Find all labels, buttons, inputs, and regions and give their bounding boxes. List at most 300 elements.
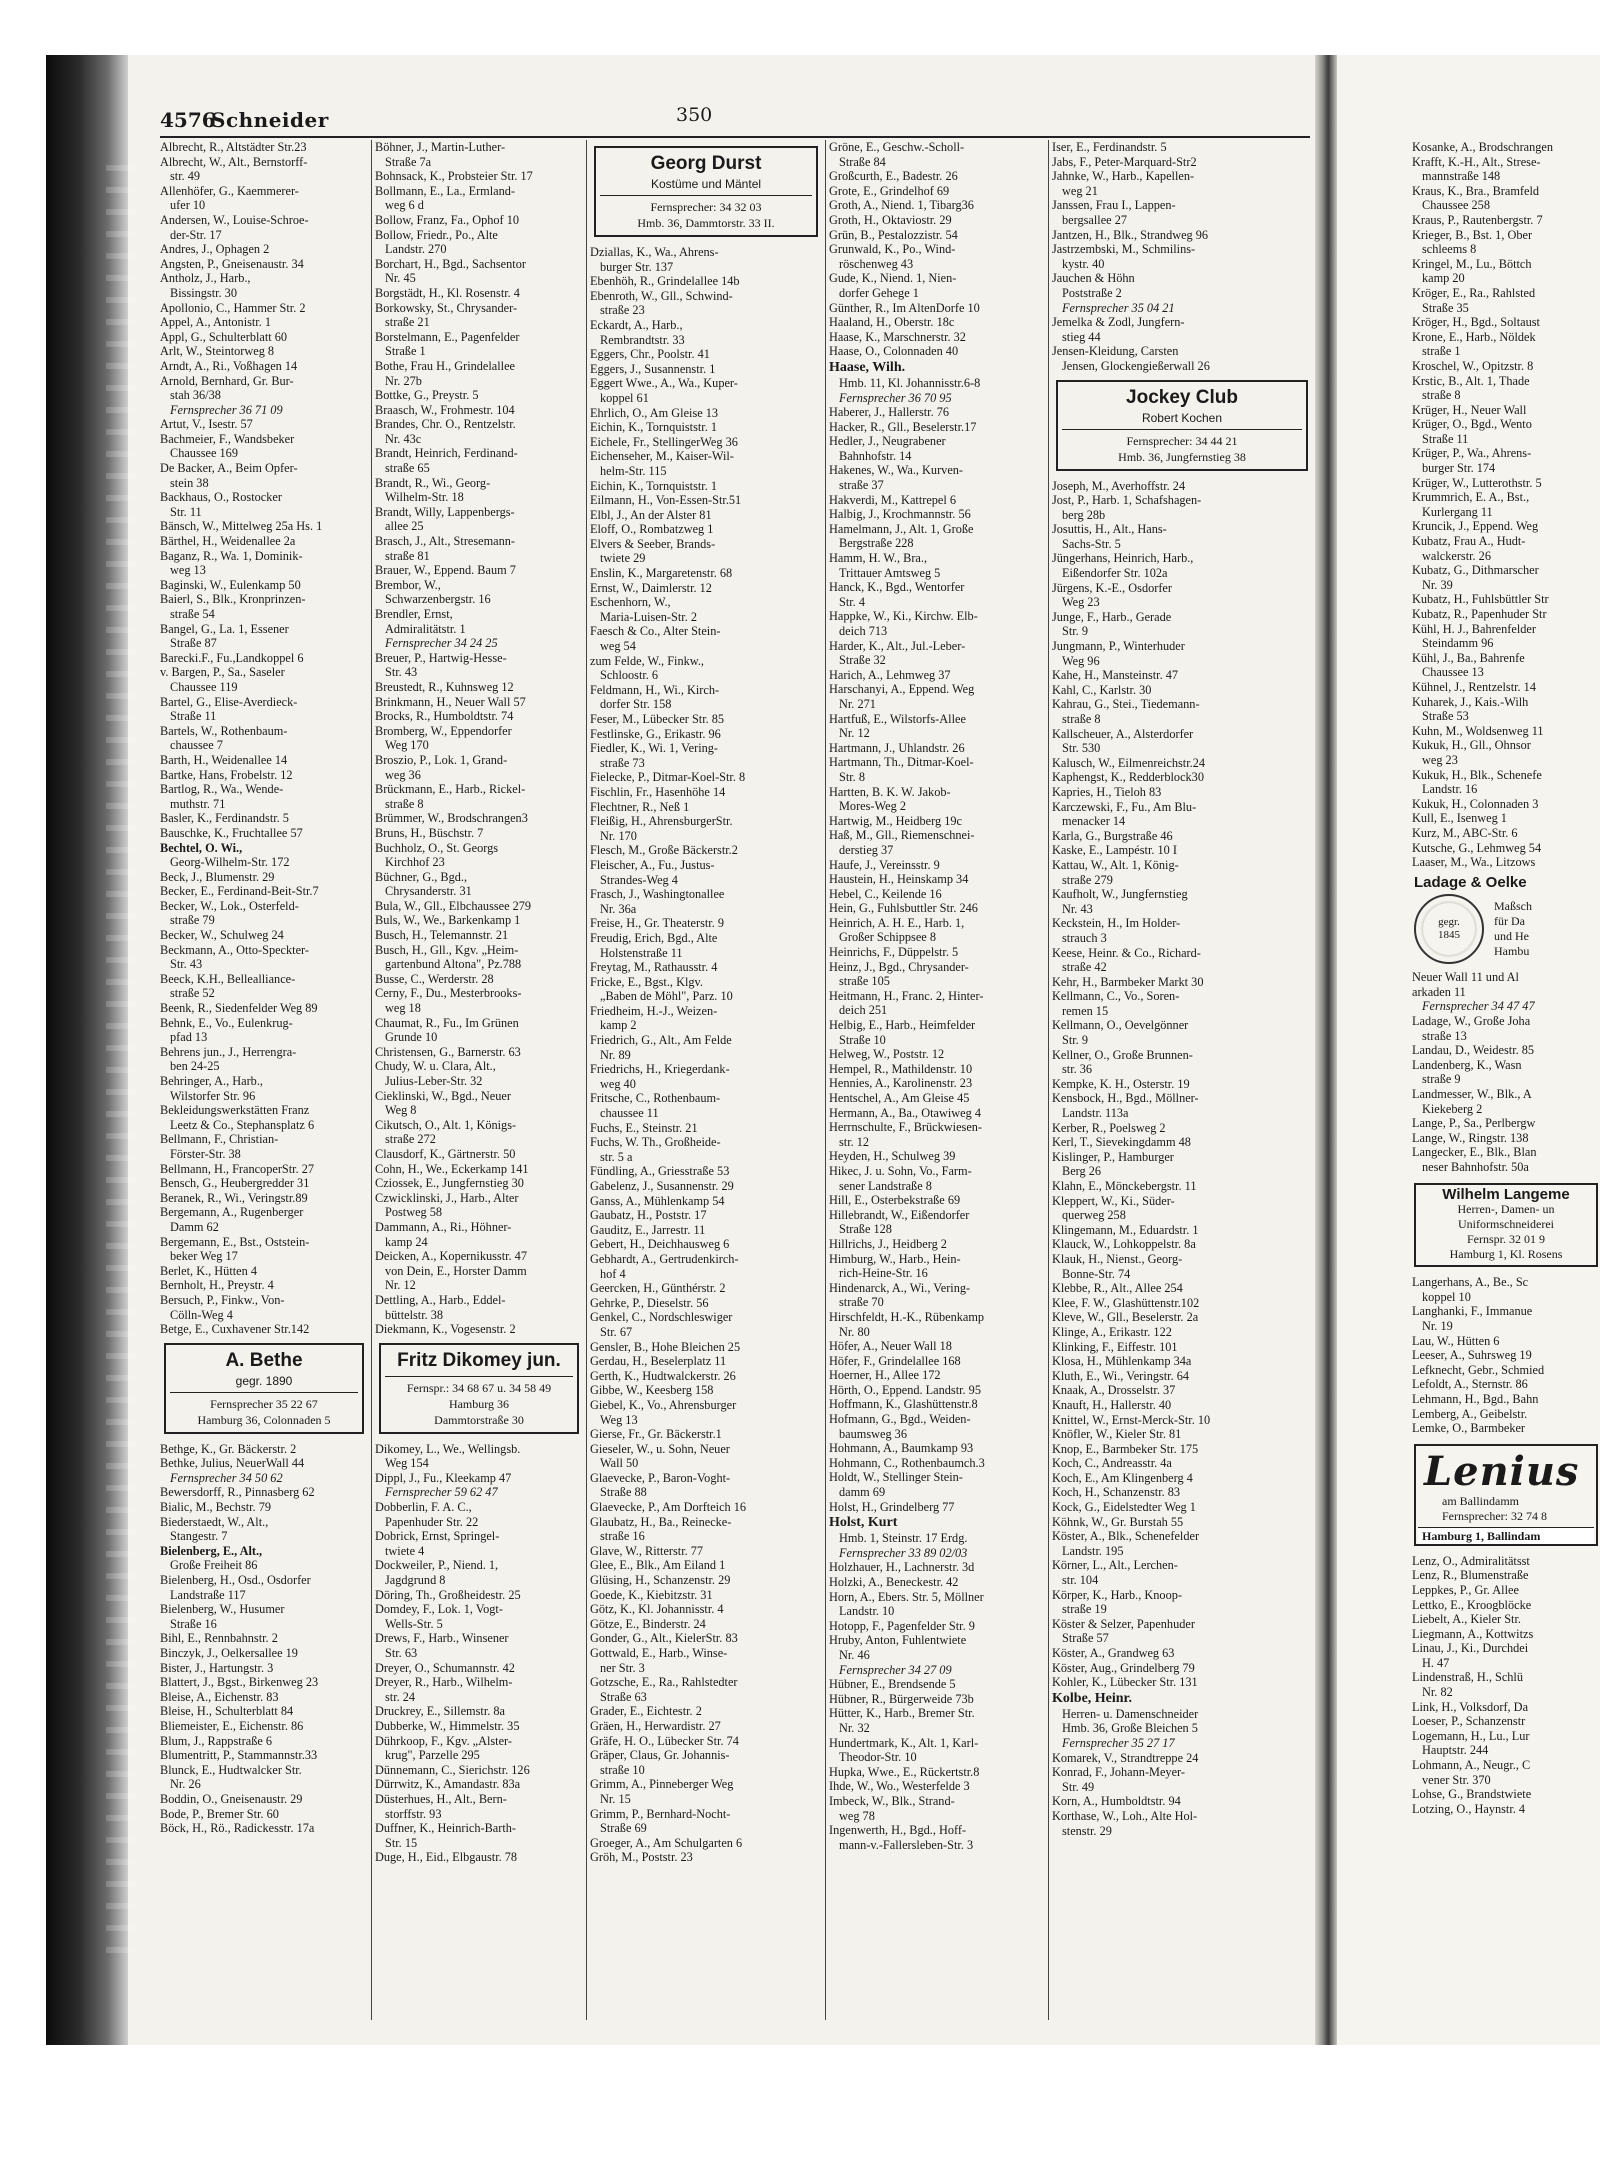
directory-entry: Wilstorfer Str. 96 [170, 1088, 256, 1103]
directory-entry: Landstraße 117 [170, 1587, 246, 1602]
directory-entry: Liegmann, A., Kottwitzs [1412, 1626, 1534, 1641]
directory-entry: Gaubatz, H., Poststr. 17 [590, 1208, 707, 1223]
directory-entry: Kringel, M., Lu., Böttch [1412, 256, 1532, 271]
ad-side-text [1494, 899, 1532, 959]
directory-entry: Blattert, J., Bgst., Birkenweg 23 [160, 1675, 319, 1690]
directory-entry: damm 69 [839, 1485, 886, 1500]
directory-entry: Str. 43 [385, 665, 418, 680]
directory-entry: Knaak, A., Drosselstr. 37 [1052, 1383, 1176, 1398]
directory-entry: Hebel, C., Keilende 16 [829, 886, 942, 901]
directory-entry: Bottke, G., Preystr. 5 [375, 388, 479, 403]
directory-entry: schleems 8 [1422, 242, 1477, 257]
directory-entry: Loeser, P., Schanzenstr [1412, 1714, 1526, 1729]
directory-entry: Fernsprecher 59 62 47 [385, 1485, 498, 1500]
seal-emblem [1414, 894, 1484, 964]
directory-entry: Kurlergang 11 [1422, 504, 1493, 519]
directory-entry: Stangestr. 7 [170, 1529, 228, 1544]
directory-entry: menacker 14 [1062, 814, 1126, 829]
directory-entry: Helbig, E., Harb., Heimfelder [829, 1018, 976, 1033]
directory-entry: Krieger, B., Bst. 1, Ober [1412, 227, 1533, 242]
directory-entry: Gröne, E., Geschw.-Scholl- [829, 140, 965, 154]
directory-entry: Krüger, H., Neuer Wall [1412, 402, 1527, 417]
directory-entry: Bister, J., Hartungstr. 3 [160, 1660, 274, 1675]
directory-entry: str. 5 a [600, 1149, 633, 1164]
directory-entry: Kröger, H., Bgd., Soltaust [1412, 315, 1540, 330]
directory-entry: Beranek, R., Wi., Veringstr.89 [160, 1190, 308, 1205]
ad-body [1414, 894, 1598, 964]
directory-entry: Baginski, W., Eulenkamp 50 [160, 577, 301, 592]
directory-entry: Janssen, Frau I., Lappen- [1052, 198, 1176, 213]
lenius-logo: Lenius [1424, 1447, 1580, 1495]
directory-entry: Blunck, E., Hudtwalcker Str. [160, 1762, 302, 1777]
directory-entry: straße 21 [385, 315, 430, 330]
directory-entry: Admiralitätstr. 1 [385, 621, 466, 636]
directory-entry: Deicken, A., Kopernikusstr. 47 [375, 1249, 527, 1264]
directory-entry: Beeck, K.H., Bellealliance- [160, 971, 296, 986]
directory-entry: straße 1 [1422, 344, 1461, 359]
directory-entry: Link, H., Volksdorf, Da [1412, 1699, 1529, 1714]
directory-entry: straße 65 [385, 461, 430, 476]
directory-entry: Gude, K., Niend. 1, Nien- [829, 271, 957, 286]
directory-entry: Hauptstr. 244 [1422, 1743, 1489, 1758]
directory-entry: von Dein, E., Horster Damm [385, 1263, 527, 1278]
directory-entry: Köster, Aug., Grindelberg 79 [1052, 1660, 1195, 1675]
directory-entry: Cerny, F., Du., Mesterbrooks- [375, 986, 522, 1001]
directory-entry: Borkowsky, St., Chrysander- [375, 300, 518, 315]
directory-entry: walckerstr. 26 [1422, 548, 1491, 563]
directory-entry: Beck, J., Blumenstr. 29 [160, 869, 275, 884]
directory-entry: Grün, B., Pestalozzistr. 54 [829, 227, 958, 242]
directory-entry: Kensbock, H., Bgd., Möllner- [1052, 1091, 1199, 1106]
directory-entry: Straße 11 [170, 709, 217, 724]
directory-entry: Bula, W., Gll., Elbchaussee 279 [375, 898, 532, 913]
page-number: 350 [676, 104, 713, 126]
directory-entry: Eggers, Chr., Poolstr. 41 [590, 347, 710, 362]
directory-entry: Fernsprecher 34 24 25 [385, 636, 498, 651]
directory-entry: Bellmann, F., Christian- [160, 1132, 279, 1147]
directory-entry: Bekleidungswerkstätten Franz [160, 1103, 310, 1118]
ad-address: Hamburg 1, Ballindam [1418, 1527, 1594, 1544]
directory-entry: Busse, C., Werderstr. 28 [375, 971, 494, 986]
directory-entry: Laaser, M., Wa., Litzows [1412, 855, 1536, 870]
directory-entry: Köster, A., Blk., Schenefelder [1052, 1529, 1200, 1544]
directory-entry: Gräfe, H. O., Lübecker Str. 74 [590, 1733, 739, 1748]
directory-entry: Gerdau, H., Beselerplatz 11 [590, 1354, 727, 1369]
ad-divider [385, 1376, 573, 1377]
directory-entry: Gierse, Fr., Gr. Bäckerstr.1 [590, 1427, 722, 1442]
directory-entry: Albrecht, W., Alt., Bernstorff- [160, 154, 308, 169]
directory-entry: Fleißig, H., AhrensburgerStr. [590, 814, 733, 829]
directory-entry: Nr. 36a [600, 901, 637, 916]
directory-entry: Heinz, J., Bgd., Chrysander- [829, 959, 969, 974]
directory-entry: Kröger, E., Ra., Rahlsted [1412, 285, 1536, 300]
directory-entry: Fritsche, C., Rothenbaum- [590, 1091, 721, 1106]
ad-line: Uniformschneiderei [1458, 1217, 1554, 1232]
directory-entry: Bethge, K., Gr. Bäckerstr. 2 [160, 1441, 297, 1456]
directory-entry: Kiekeberg 2 [1422, 1101, 1483, 1116]
directory-entry: Dammann, A., Ri., Höhner- [375, 1219, 512, 1234]
directory-entry: Straße 11 [1422, 431, 1469, 446]
directory-entry: Grunde 10 [385, 1030, 438, 1045]
directory-entry: Hübner, R., Bürgerweide 73b [829, 1691, 974, 1706]
ad-title: A. Bethe [225, 1349, 303, 1371]
directory-entry: Kempke, K. H., Osterstr. 19 [1052, 1076, 1190, 1091]
ad-title: Jockey Club [1126, 386, 1238, 408]
directory-entry: Gabelenz, J., Susannenstr. 29 [590, 1179, 734, 1193]
directory-entry: straße 105 [839, 974, 890, 989]
directory-entry: straße 8 [1422, 388, 1461, 403]
directory-entry: Weg 13 [600, 1412, 638, 1427]
directory-entry: Eschenhorn, W., [590, 595, 671, 610]
directory-entry: Hein, G., Fuhlsbuttler Str. 246 [829, 901, 978, 916]
directory-entry: Nr. 12 [385, 1278, 416, 1293]
directory-entry: Haß, M., Gll., Riemenschnei- [829, 828, 975, 843]
directory-entry: Kukuk, H., Blk., Schenefe [1412, 767, 1542, 782]
directory-entry: Brandt, R., Wi., Georg- [375, 475, 491, 490]
directory-entry: burger Str. 174 [1422, 461, 1496, 476]
directory-entry: kamp 2 [600, 1018, 637, 1033]
directory-entry: Christensen, G., Barnerstr. 63 [375, 1044, 521, 1059]
directory-entry: Giebel, K., Vo., Ahrensburger [590, 1397, 737, 1412]
directory-entry: Jost, P., Harb. 1, Schafshagen- [1052, 493, 1202, 508]
directory-entry: Krafft, K.-H., Alt., Strese- [1412, 154, 1541, 169]
directory-entry: deich 713 [839, 624, 888, 638]
directory-entry: straße 52 [170, 986, 215, 1001]
directory-entry: Kahe, H., Mansteinstr. 47 [1052, 668, 1179, 683]
column-divider [371, 140, 372, 2020]
directory-entry: Bihl, E., Rennbahnstr. 2 [160, 1631, 278, 1646]
directory-entry: Nr. 43c [385, 431, 422, 446]
directory-entry: Brauer, W., Eppend. Baum 7 [375, 563, 516, 578]
directory-entry: Köster & Selzer, Papenhuder [1052, 1616, 1195, 1631]
directory-entry: Fernsprecher 33 89 02/03 [839, 1545, 968, 1560]
directory-entry: Mores-Weg 2 [839, 799, 906, 814]
directory-entry: Goede, K., Kiebitzstr. 31 [590, 1587, 713, 1602]
directory-entry: dorfer Gehege 1 [839, 285, 919, 300]
directory-entry: Hartmann, J., Uhlandstr. 26 [829, 740, 965, 755]
directory-entry: Flesch, M., Große Bäckerstr.2 [590, 843, 738, 858]
directory-entry: Gensler, B., Hohe Bleichen 25 [590, 1339, 741, 1354]
directory-entry: Jagdgrund 8 [385, 1573, 446, 1588]
directory-entry: Große Freiheit 86 [170, 1558, 258, 1573]
directory-entry: Beenk, R., Siedenfelder Weg 89 [160, 1001, 318, 1016]
directory-entry: Allenhöfer, G., Kaemmerer- [160, 183, 299, 198]
directory-entry: Dobrick, Ernst, Springel- [375, 1529, 500, 1544]
directory-entry: Landmesser, W., Blk., A [1412, 1087, 1532, 1102]
directory-entry: Karla, G., Burgstraße 46 [1052, 828, 1173, 843]
ad-phone: Fernspr.: 34 68 67 u. 34 58 49 [406, 1380, 552, 1395]
directory-entry: Fleischer, A., Fu., Justus- [590, 857, 715, 872]
directory-entry: Clausdorf, K., Gärtnerstr. 50 [375, 1146, 516, 1161]
directory-entry: Harschanyi, A., Eppend. Weg [829, 682, 975, 697]
directory-entry: strauch 3 [1062, 930, 1107, 945]
directory-entry: Kapries, H., Tieloh 83 [1052, 784, 1162, 799]
directory-entry: Drews, F., Harb., Winsener [375, 1631, 509, 1646]
directory-entry: Gieseler, W., u. Sohn, Neuer [590, 1441, 730, 1456]
directory-entry: Fernsprecher 34 47 47 [1422, 999, 1535, 1014]
ad-subtitle: gegr. 1890 [235, 1373, 293, 1388]
directory-entry: Weg 23 [1062, 595, 1100, 610]
directory-entry: Kühl, J., Ba., Bahrenfe [1412, 650, 1525, 665]
directory-entry: Kattau, W., Alt. 1, König- [1052, 857, 1179, 872]
directory-entry: Hindenarck, A., Wi., Vering- [829, 1280, 971, 1295]
directory-entry: Jürgens, K.-E., Osdorfer [1052, 580, 1172, 595]
directory-entry: twiete 29 [600, 551, 646, 566]
directory-entry: Keckstein, H., Im Holder- [1052, 916, 1181, 931]
directory-entry: Kruncik, J., Eppend. Weg [1412, 519, 1539, 534]
directory-entry: Hikec, J. u. Sohn, Vo., Farm- [829, 1163, 972, 1178]
directory-entry: Holst, Kurt [829, 1515, 898, 1531]
directory-entry: Kirchhof 23 [385, 855, 445, 870]
ad-divider [170, 1392, 358, 1393]
directory-entry: Krüger, W., Lutterothstr. 5 [1412, 475, 1542, 490]
directory-entry: Hartfuß, E., Wilstorfs-Allee [829, 711, 966, 726]
directory-entry: Brückmann, E., Harb., Rickel- [375, 782, 526, 797]
directory-entry: Bellmann, H., FrancoperStr. 27 [160, 1161, 315, 1176]
directory-entry: Hruby, Anton, Fuhlentwiete [829, 1633, 967, 1648]
directory-entry: Hirschfeldt, H.-K., Rübenkamp [829, 1309, 985, 1324]
ad-address: Hmb. 36, Dammtorstr. 33 II. [637, 216, 775, 230]
directory-entry: Fricke, E., Bgst., Klgv. [590, 974, 703, 989]
directory-entry: Nr. 46 [839, 1647, 870, 1662]
directory-entry: Koch, H., Schanzenstr. 83 [1052, 1485, 1181, 1500]
directory-entry: Straße 69 [600, 1821, 647, 1836]
directory-entry: Antholz, J., Harb., [160, 271, 251, 286]
ad-side-line: für Da [1494, 914, 1525, 929]
directory-entry: beker Weg 17 [170, 1249, 238, 1264]
directory-entry: Kerl, T., Sievekingdamm 48 [1052, 1135, 1191, 1150]
directory-entry: Bielenberg, H., Osd., Osdorfer [160, 1573, 311, 1588]
directory-entry: Friedheim, H.-J., Weizen- [590, 1003, 718, 1018]
directory-entry: Kleppert, W., Ki., Süder- [1052, 1193, 1175, 1208]
directory-entry: straße 9 [1422, 1072, 1461, 1087]
directory-entry: straße 73 [600, 755, 645, 770]
directory-entry: Leppkes, P., Gr. Allee [1412, 1582, 1519, 1597]
directory-entry: straße 13 [1422, 1028, 1467, 1043]
directory-entry: Bernholt, H., Preystr. 4 [160, 1278, 274, 1293]
directory-entry: Grimm, A., Pinneberger Weg [590, 1777, 734, 1792]
directory-entry: weg 40 [600, 1076, 636, 1091]
directory-entry: Cziossek, E., Jungfernstieg 30 [375, 1176, 524, 1191]
directory-entry: Freudig, Erich, Bgd., Alte [590, 930, 718, 945]
directory-entry: „Baben de Möhl", Parz. 10 [600, 989, 733, 1004]
directory-entry: Blum, J., Rappstraße 6 [160, 1733, 273, 1748]
ad-side-line: Maßsch [1494, 899, 1532, 914]
directory-entry: Höfer, A., Neuer Wall 18 [829, 1339, 952, 1354]
directory-entry: Becker, E., Ferdinand-Beit-Str.7 [160, 884, 319, 899]
directory-entry: allee 25 [385, 519, 424, 534]
directory-entry: Bachmeier, F., Wandsbeker [160, 431, 295, 446]
directory-entry: Imbeck, W., Blk., Strand- [829, 1793, 955, 1808]
directory-entry: Bissingstr. 30 [170, 285, 237, 300]
directory-entry: Bohnsack, K., Probsteier Str. 17 [375, 169, 533, 184]
directory-entry: pfad 13 [170, 1030, 208, 1045]
directory-entry: Krone, E., Harb., Nöldek [1412, 329, 1536, 344]
directory-entry: Nr. 89 [600, 1047, 631, 1062]
directory-entry: Brendler, Ernst, [375, 607, 453, 621]
directory-entry: Eichin, K., Tornquiststr. 1 [590, 420, 718, 435]
directory-entry: Brembor, W., [375, 577, 441, 592]
directory-entry: stenstr. 29 [1062, 1823, 1112, 1838]
directory-entry: vener Str. 370 [1422, 1772, 1491, 1787]
ad-title: Ladage & Oelke [1414, 873, 1527, 891]
directory-entry: büttelstr. 38 [385, 1307, 444, 1322]
directory-entry: Julius-Leber-Str. 32 [385, 1074, 483, 1088]
directory-entry: dorfer Str. 158 [600, 697, 672, 712]
directory-entry: Kühl, H. J., Bahrenfelder [1412, 621, 1536, 636]
directory-entry: Flechtner, R., Neß 1 [590, 799, 690, 814]
ad-lenius [1414, 1444, 1598, 1546]
directory-entry: Liebelt, A., Kieler Str. [1412, 1612, 1521, 1627]
directory-column-3 [590, 140, 822, 2020]
directory-entry: Arndt, A., Ri., Voßhagen 14 [160, 358, 298, 373]
directory-entry: Bielenberg, E., Alt., [160, 1543, 263, 1558]
ad-line: Herren-, Damen- un [1457, 1202, 1555, 1217]
directory-entry: Korthase, W., Loh., Alte Hol- [1052, 1808, 1198, 1823]
directory-entry: Czwicklinski, J., Harb., Alter [375, 1190, 519, 1205]
directory-entry: hof 4 [600, 1266, 626, 1281]
directory-entry: Bollmann, E., La., Ermland- [375, 183, 516, 198]
directory-entry: Straße 88 [600, 1485, 647, 1500]
directory-entry: Günther, R., Im AltenDorfe 10 [829, 300, 980, 315]
directory-entry: stah 36/38 [170, 388, 221, 403]
directory-entry: Bensch, G., Heubergredder 31 [160, 1176, 310, 1191]
directory-entry: straße 70 [839, 1295, 884, 1310]
directory-entry: Baganz, R., Wa. 1, Dominik- [160, 548, 303, 563]
directory-entry: Grimm, P., Bernhard-Nocht- [590, 1806, 731, 1821]
directory-entry: Josuttis, H., Alt., Hans- [1052, 522, 1167, 537]
directory-entry: Langerhans, A., Be., Sc [1412, 1275, 1529, 1290]
directory-entry: Str. 530 [1062, 741, 1101, 756]
directory-entry: Knöfler, W., Kieler Str. 81 [1052, 1427, 1182, 1442]
directory-entry: Bialic, M., Bechstr. 79 [160, 1500, 272, 1515]
ad-langemeyer [1414, 1183, 1598, 1268]
directory-entry: Straße 128 [839, 1222, 892, 1237]
directory-entry: Straße 16 [170, 1616, 217, 1631]
directory-entry: Dührkoop, F., Kgv. „Alster- [375, 1733, 512, 1748]
directory-entry: Hennies, A., Karolinenstr. 23 [829, 1076, 973, 1091]
directory-entry: Bangel, G., La. 1, Essener [160, 621, 289, 636]
directory-entry: Herren- u. Damenschneider [1062, 1706, 1199, 1721]
directory-entry: weg 18 [385, 1001, 421, 1016]
directory-entry: Gottwald, E., Harb., Winse- [590, 1646, 728, 1660]
directory-entry: Bergemann, A., Rugenberger [160, 1205, 304, 1220]
directory-entry: bergsallee 27 [1062, 212, 1127, 227]
directory-entry: gartenbund Altona", Pz.788 [385, 957, 522, 972]
ad-ladage-oelke [1414, 873, 1598, 965]
directory-entry: helm-Str. 115 [600, 463, 667, 478]
directory-entry: Heyden, H., Schulweg 39 [829, 1149, 956, 1164]
directory-entry: Bartlog, R., Wa., Wende- [160, 782, 284, 797]
ad-address: Hmb. 36, Jungfernstieg 38 [1118, 449, 1246, 464]
directory-entry: Weg 8 [385, 1103, 417, 1118]
directory-entry: Eichin, K., Tornquiststr. 1 [590, 478, 718, 493]
seal-founded: gegr. [1438, 916, 1460, 929]
directory-entry: Weg 170 [385, 738, 429, 753]
directory-entry: Chaumat, R., Fu., Im Grünen [375, 1015, 519, 1030]
directory-entry: Blumentritt, P., Stammannstr.33 [160, 1748, 318, 1763]
directory-entry: Götz, K., Kl. Johannisstr. 4 [590, 1602, 724, 1617]
directory-entry: Jahnke, W., Harb., Kapellen- [1052, 169, 1195, 184]
directory-entry: Haustein, H., Heinskamp 34 [829, 872, 969, 887]
directory-entry: Holzki, A., Beneckestr. 42 [829, 1575, 959, 1589]
directory-entry: Haufe, J., Vereinsstr. 9 [829, 857, 940, 872]
directory-entry: Bergstraße 228 [839, 536, 914, 551]
directory-entry: Gebhardt, A., Gertrudenkirch- [590, 1251, 739, 1266]
directory-entry: Broszio, P., Lok. 1, Grand- [375, 752, 508, 767]
directory-column-4 [829, 140, 1045, 2020]
directory-entry: Fernsprecher 35 04 21 [1062, 300, 1175, 315]
directory-entry: Dobberlin, F. A. C., [375, 1500, 472, 1515]
directory-entry: straße 279 [1062, 872, 1113, 887]
column-divider [586, 140, 587, 2020]
directory-entry: straße 37 [839, 478, 884, 493]
directory-entry: ben 24-25 [170, 1059, 220, 1074]
directory-entry: Bleise, A., Eichenstr. 83 [160, 1689, 279, 1704]
directory-entry: Strandes-Weg 4 [600, 872, 678, 887]
directory-entry: Heinrichs, F., Düppelstr. 5 [829, 945, 959, 960]
directory-entry: Weg 154 [385, 1456, 429, 1471]
directory-entry: Bollow, Franz, Fa., Ophof 10 [375, 212, 520, 227]
directory-entry: Krstic, B., Alt. 1, Thade [1412, 373, 1530, 388]
directory-entry: Str. 8 [839, 769, 865, 784]
directory-entry: str. 12 [839, 1134, 870, 1149]
directory-entry: Klingemann, M., Eduardstr. 1 [1052, 1222, 1199, 1237]
directory-entry: Geercken, H., Günthérstr. 2 [590, 1281, 726, 1296]
directory-entry: Appl, G., Schulterblatt 60 [160, 329, 288, 344]
directory-entry: Gerth, K., Hudtwalckerstr. 26 [590, 1368, 736, 1383]
directory-entry: Klahn, E., Mönckebergstr. 11 [1052, 1179, 1197, 1193]
directory-entry: Straße 1 [385, 344, 426, 359]
directory-entry: Breustedt, R., Kuhnsweg 12 [375, 679, 514, 694]
directory-entry: Ehrlich, O., Am Gleise 13 [590, 405, 719, 420]
directory-entry: Kehr, H., Barmbeker Markt 30 [1052, 974, 1204, 989]
directory-entry: Kalusch, W., Eilmenreichstr.24 [1052, 755, 1206, 770]
directory-entry: storffstr. 93 [385, 1806, 442, 1821]
directory-entry: Haase, K., Marschnerstr. 32 [829, 329, 966, 344]
ad-address: Hamburg 36, Colonnaden 5 [197, 1412, 331, 1427]
directory-entry: Kellmann, C., Vo., Soren- [1052, 989, 1180, 1004]
directory-entry: Lemke, O., Barmbeker [1412, 1421, 1526, 1436]
directory-entry: röschenweg 43 [839, 256, 914, 271]
directory-entry: Genkel, C., Nordschleswiger [590, 1310, 733, 1325]
directory-entry: Höfer, F., Grindelallee 168 [829, 1353, 961, 1368]
directory-entry: Hakverdi, M., Kattrepel 6 [829, 492, 957, 507]
directory-entry: Dettling, A., Harb., Eddel- [375, 1292, 506, 1307]
directory-entry: Georg-Wilhelm-Str. 172 [170, 855, 290, 870]
directory-entry: baumsweg 36 [839, 1426, 907, 1441]
ad-line: am Ballindamm [1442, 1493, 1519, 1508]
directory-entry: Str. 49 [1062, 1779, 1095, 1794]
directory-entry: Nr. 43 [1062, 901, 1093, 916]
directory-entry: kamp 24 [385, 1234, 428, 1249]
directory-entry: Hofmann, G., Bgd., Weiden- [829, 1412, 971, 1427]
directory-entry: Enslin, K., Margaretenstr. 68 [590, 566, 733, 581]
directory-entry: Ihde, W., Wo., Westerfelde 3 [829, 1779, 970, 1794]
directory-entry: Jemelka & Zodl, Jungfern- [1052, 315, 1185, 330]
directory-entry: Knop, E., Barmbeker Str. 175 [1052, 1441, 1199, 1456]
directory-entry: Jauchen & Höhn [1052, 271, 1135, 286]
directory-entry: str. 36 [1062, 1062, 1093, 1077]
directory-entry: Arnold, Bernhard, Gr. Bur- [160, 373, 294, 388]
directory-entry: Borgstädt, H., Kl. Rosenstr. 4 [375, 285, 520, 300]
directory-entry: arkaden 11 [1412, 984, 1466, 999]
directory-entry: Jensen, Glockengießerwall 26 [1062, 358, 1210, 373]
ad-phone: Fernsprecher 35 22 67 [210, 1396, 318, 1411]
directory-entry: Nr. 26 [170, 1777, 201, 1792]
directory-entry: Hedler, J., Neugrabener [829, 434, 946, 449]
directory-entry: Gräper, Claus, Gr. Johannis- [590, 1748, 730, 1763]
